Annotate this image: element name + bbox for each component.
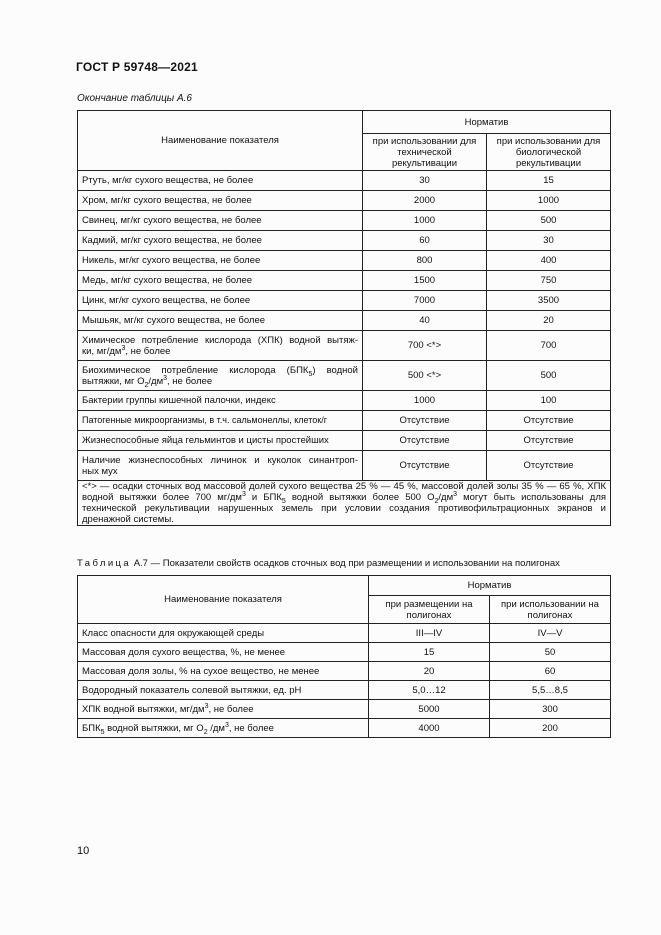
text-part: , не более — [228, 722, 274, 734]
cell-place: 20 — [369, 662, 490, 681]
table-row — [78, 331, 611, 361]
subscript: 5 — [100, 728, 105, 736]
page-number: 10 — [77, 845, 90, 857]
row-name: Цинк, мг/кг сухого вещества, не более — [78, 291, 363, 311]
cell-place: 5,0…12 — [369, 681, 490, 700]
row-name-line: Химическое потребление кислорода (ХПК) водной вытяж- — [82, 334, 358, 346]
cell-tech: 40 — [363, 311, 487, 331]
row-name — [78, 700, 369, 719]
cell-use: 5,5…8,5 — [490, 681, 611, 700]
superscript: 3 — [453, 490, 458, 498]
text-part: /дм — [207, 722, 225, 734]
row-name: Кадмий, мг/кг сухого вещества, не более — [78, 231, 363, 251]
table-row — [78, 662, 611, 681]
cell-use: IV—V — [490, 624, 611, 643]
cell-tech: 800 — [363, 251, 487, 271]
text-part: ХПК водной вытяжки, мг/дм — [82, 703, 205, 715]
table-row — [78, 431, 611, 451]
table-note — [78, 481, 611, 526]
note-text: могут быть использованы для технической рекультивации нарушенных земель при условии создания противофильтрационных экранов и дренажной системы. — [82, 492, 607, 525]
text-part: водной вытяжки, мг O — [104, 722, 204, 734]
row-name: Ртуть, мг/кг сухого вещества, не более — [78, 171, 363, 191]
table-row — [78, 681, 611, 700]
cell-bio: 700 — [487, 331, 611, 361]
row-name-bod — [78, 361, 363, 391]
subscript: 2 — [144, 381, 149, 389]
row-name-larvae — [78, 451, 363, 481]
table-a7-caption — [77, 558, 560, 569]
table-row — [78, 411, 611, 431]
caption-label: Таблица — [77, 558, 132, 569]
row-name-cod — [78, 331, 363, 361]
cell-bio: 500 — [487, 211, 611, 231]
row-name-line: ных мух — [82, 465, 118, 477]
cell-place: 15 — [369, 643, 490, 662]
row-name: Хром, мг/кг сухого вещества, не более — [78, 191, 363, 211]
row-name: Массовая доля золы, % на сухое вещество, не менее — [78, 662, 369, 681]
cell-bio: 400 — [487, 251, 611, 271]
subscript: 5 — [308, 370, 313, 378]
cell-bio: 100 — [487, 391, 611, 411]
text-part: , не более — [167, 375, 213, 387]
text-part: ки, мг/дм — [82, 345, 122, 357]
superscript: 3 — [224, 721, 229, 729]
table-row — [78, 251, 611, 271]
cell-tech: Отсутствие — [363, 411, 487, 431]
table-row — [78, 700, 611, 719]
cell-use: 60 — [490, 662, 611, 681]
cell-bio: 30 — [487, 231, 611, 251]
cell-use: 300 — [490, 700, 611, 719]
cell-place: III—IV — [369, 624, 490, 643]
subscript: 2 — [434, 497, 439, 505]
cell-use: 200 — [490, 719, 611, 738]
caption-text: А.7 — Показатели свойств осадков сточных вод при размещении и использовании на полигонах — [131, 558, 560, 569]
cell-tech: 60 — [363, 231, 487, 251]
cell-bio: Отсутствие — [487, 411, 611, 431]
table-a7-header-use: при использовании на полигонах — [490, 596, 611, 624]
table-a7-header-group: Норматив — [369, 576, 611, 596]
cell-tech: 1500 — [363, 271, 487, 291]
row-name: Класс опасности для окружающей среды — [78, 624, 369, 643]
note-text: /дм — [438, 492, 454, 503]
table-a6-header-group: Норматив — [363, 111, 611, 134]
superscript: 3 — [241, 490, 246, 498]
table-a6-header-bio: при использовании для биологической рекультивации — [487, 134, 611, 171]
cell-tech: Отсутствие — [363, 451, 487, 481]
text-part: /дм — [148, 375, 164, 387]
cell-bio: 1000 — [487, 191, 611, 211]
document-code: ГОСТ Р 59748—2021 — [76, 60, 198, 74]
row-name: Массовая доля сухого вещества, %, не менее — [78, 643, 369, 662]
text-part: вытяжки, мг O — [82, 375, 145, 387]
cell-tech: 500 <*> — [363, 361, 487, 391]
cell-use: 50 — [490, 643, 611, 662]
text-part: ) водной — [312, 364, 358, 376]
row-name: Жизнеспособные яйца гельминтов и цисты простейших — [78, 431, 363, 451]
row-name: Свинец, мг/кг сухого вещества, не более — [78, 211, 363, 231]
table-row — [78, 311, 611, 331]
cell-tech: 1000 — [363, 211, 487, 231]
superscript: 3 — [121, 344, 126, 352]
text-part: БПК — [82, 722, 101, 734]
subscript: 5 — [281, 497, 286, 505]
cell-bio: 750 — [487, 271, 611, 291]
table-row — [78, 171, 611, 191]
table-a6 — [77, 110, 611, 526]
note-text: водной вытяжки более 500 O — [285, 492, 435, 503]
cell-tech: 700 <*> — [363, 331, 487, 361]
table-a6-caption: Окончание таблицы А.6 — [77, 93, 192, 104]
cell-bio: 500 — [487, 361, 611, 391]
table-row — [78, 391, 611, 411]
cell-bio: Отсутствие — [487, 451, 611, 481]
row-name: Медь, мг/кг сухого вещества, не более — [78, 271, 363, 291]
row-name-line — [82, 376, 358, 387]
text-part: Биохимическое потребление кислорода (БПК — [82, 364, 309, 376]
table-row — [78, 191, 611, 211]
text-part: , не более — [208, 703, 254, 715]
table-row — [78, 271, 611, 291]
table-row — [78, 719, 611, 738]
table-a6-header-name: Наименование показателя — [78, 111, 363, 171]
row-name: Водородный показатель солевой вытяжки, ед. рН — [78, 681, 369, 700]
row-name — [78, 719, 369, 738]
superscript: 3 — [204, 702, 209, 710]
cell-bio: 20 — [487, 311, 611, 331]
table-note-row — [78, 481, 611, 526]
cell-tech: 2000 — [363, 191, 487, 211]
cell-tech: 1000 — [363, 391, 487, 411]
table-a7-header-name: Наименование показателя — [78, 576, 369, 624]
table-row — [78, 291, 611, 311]
table-a7-header-place: при размещении на полигонах — [369, 596, 490, 624]
table-a6-header-tech: при использовании для технической рекультивации — [363, 134, 487, 171]
subscript: 2 — [203, 728, 208, 736]
row-name: Бактерии группы кишечной палочки, индекс — [78, 391, 363, 411]
row-name: Мышьяк, мг/кг сухого вещества, не более — [78, 311, 363, 331]
table-row — [78, 643, 611, 662]
cell-place: 5000 — [369, 700, 490, 719]
row-name: Патогенные микроорганизмы, в т.ч. сальмонеллы, клеток/г — [78, 411, 363, 431]
cell-tech: 7000 — [363, 291, 487, 311]
note-text: <*> — осадки сточных вод массовой долей сухого вещества 25 % — 45 %, массовой долей золы 35 % — 65 %, ХПК водной вытяжки более 700 мг/дм — [82, 481, 606, 503]
row-name-line — [82, 365, 358, 376]
table-row — [78, 624, 611, 643]
table-a7 — [77, 575, 611, 738]
cell-bio: Отсутствие — [487, 431, 611, 451]
cell-place: 4000 — [369, 719, 490, 738]
text-part: , не более — [125, 345, 171, 357]
table-row — [78, 451, 611, 481]
cell-bio: 3500 — [487, 291, 611, 311]
note-text: и БПК — [245, 492, 282, 503]
cell-tech: 30 — [363, 171, 487, 191]
row-name: Никель, мг/кг сухого вещества, не более — [78, 251, 363, 271]
superscript: 3 — [163, 374, 168, 382]
row-name-line: Наличие жизнеспособных личинок и куколок синантроп- — [82, 454, 358, 466]
table-row — [78, 211, 611, 231]
row-name-line — [82, 346, 358, 357]
table-row — [78, 231, 611, 251]
cell-bio: 15 — [487, 171, 611, 191]
table-row — [78, 361, 611, 391]
cell-tech: Отсутствие — [363, 431, 487, 451]
